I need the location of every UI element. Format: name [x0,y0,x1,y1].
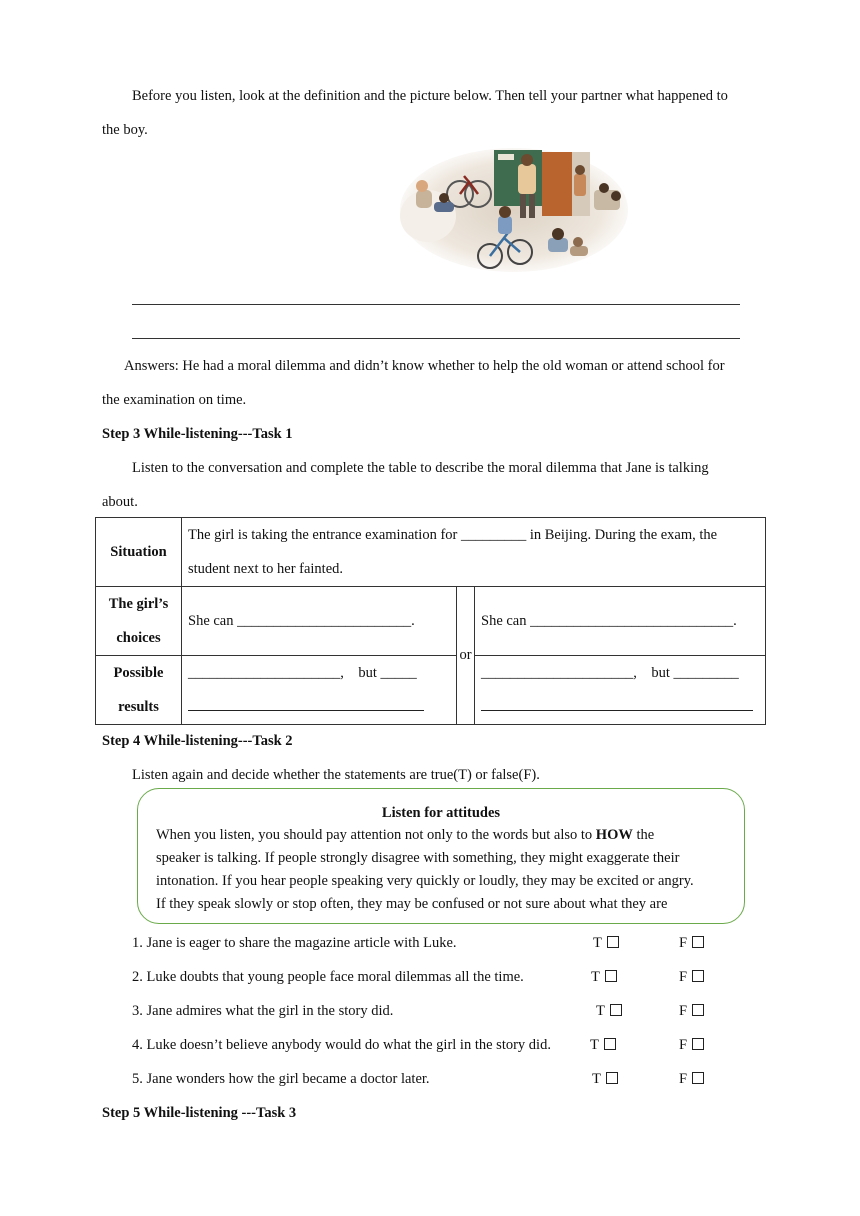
choice-b-cell[interactable]: She can ____________________________. [475,587,766,656]
checkbox-icon[interactable] [604,1038,616,1050]
false-label: F [679,969,688,985]
statement-4-true-option[interactable] [590,1037,616,1054]
statement-5: 5. Jane wonders how the girl became a doctor later. [132,1071,430,1087]
situation-cell[interactable] [182,518,766,587]
situation-text-line-1: The girl is taking the entrance examination for _________ in Beijing. During the exam, the [188,527,718,543]
checkbox-icon[interactable] [607,936,619,948]
tip-box-title: Listen for attitudes [381,805,501,821]
tip-box-line-3: intonation. If you hear people speaking very quickly or loudly, they may be excited or angry. [156,873,694,889]
intro-line-1: Before you listen, look at the definition and the picture below. Then tell your partner what happened to [132,88,728,104]
statement-1-false-option[interactable] [679,935,704,952]
tip-line-1-text: When you listen, you should pay attention not only to the words but also to [156,827,596,843]
statement-2-true-option[interactable] [591,969,617,986]
or-cell: or [457,587,475,725]
statement-1: 1. Jane is eager to share the magazine article with Luke. [132,935,457,951]
checkbox-icon[interactable] [692,1072,704,1084]
choices-label-line-1: The girl’s [108,596,169,612]
table-row-choices [96,587,766,656]
statement-4: 4. Luke doesn’t believe anybody would do what the girl in the story did. [132,1037,551,1053]
true-label: T [596,1003,605,1019]
statement-5-false-option[interactable] [679,1071,704,1088]
false-label: F [679,1071,688,1087]
step3-heading: Step 3 While-listening---Task 1 [102,426,293,442]
boy-dilemma-illustration [398,146,630,274]
tip-box-line-1 [156,826,654,844]
tip-line-1-emphasis: HOW [595,827,633,843]
checkbox-icon[interactable] [606,1072,618,1084]
choices-label [96,587,182,656]
checkbox-icon[interactable] [692,1038,704,1050]
result-a-line-1: _____________________, but _____ [188,665,417,681]
step3-instruction-line-1: Listen to the conversation and complete the table to describe the moral dilemma that Jane is talking [132,460,709,476]
results-label-line-2: results [118,699,159,715]
checkbox-icon[interactable] [692,970,704,982]
checkbox-icon[interactable] [605,970,617,982]
results-label [96,656,182,725]
table-row-situation [96,518,766,587]
statement-2: 2. Luke doubts that young people face moral dilemmas all the time. [132,969,524,985]
statement-2-false-option[interactable] [679,969,704,986]
result-b-line-2 [481,690,759,724]
checkbox-icon[interactable] [610,1004,622,1016]
answers-line-1: Answers: He had a moral dilemma and didn’t know whether to help the old woman or attend school for [124,358,725,374]
result-a-cell[interactable] [182,656,457,725]
results-label-line-1: Possible [113,665,164,681]
listen-for-attitudes-box [137,788,745,924]
false-label: F [679,1037,688,1053]
tip-line-1-end: the [632,827,655,843]
step4-instruction: Listen again and decide whether the statements are true(T) or false(F). [132,767,540,783]
statement-3-true-option[interactable] [596,1003,622,1020]
table-row-results [96,656,766,725]
tip-box-line-2: speaker is talking. If people strongly disagree with something, they might exaggerate their [156,850,680,866]
answer-line-1[interactable] [132,304,740,305]
choice-a-cell[interactable]: She can ________________________. [182,587,457,656]
dilemma-table [95,517,766,725]
intro-line-2: the boy. [102,122,148,138]
true-label: T [590,1037,599,1053]
false-label: F [679,1003,688,1019]
situation-label: Situation [96,518,182,587]
result-b-line-1: _____________________, but _________ [481,665,739,681]
true-label: T [591,969,600,985]
checkbox-icon[interactable] [692,1004,704,1016]
step4-heading: Step 4 While-listening---Task 2 [102,733,293,749]
true-label: T [592,1071,601,1087]
result-b-cell[interactable] [475,656,766,725]
checkbox-icon[interactable] [692,936,704,948]
false-label: F [679,935,688,951]
answer-line-2[interactable] [132,338,740,339]
statement-3: 3. Jane admires what the girl in the story did. [132,1003,394,1019]
true-label: T [593,935,602,951]
statement-1-true-option[interactable] [593,935,619,952]
answers-line-2: the examination on time. [102,392,247,408]
step5-heading: Step 5 While-listening ---Task 3 [102,1105,297,1121]
statement-5-true-option[interactable] [592,1071,618,1088]
step3-instruction-line-2: about. [102,494,138,510]
tip-box-line-4: If they speak slowly or stop often, they may be confused or not sure about what they are [156,896,668,912]
choices-label-line-2: choices [116,630,161,646]
statement-4-false-option[interactable] [679,1037,704,1054]
statement-3-false-option[interactable] [679,1003,704,1020]
result-a-line-2 [188,690,450,724]
situation-text-line-2: student next to her fainted. [188,561,344,577]
